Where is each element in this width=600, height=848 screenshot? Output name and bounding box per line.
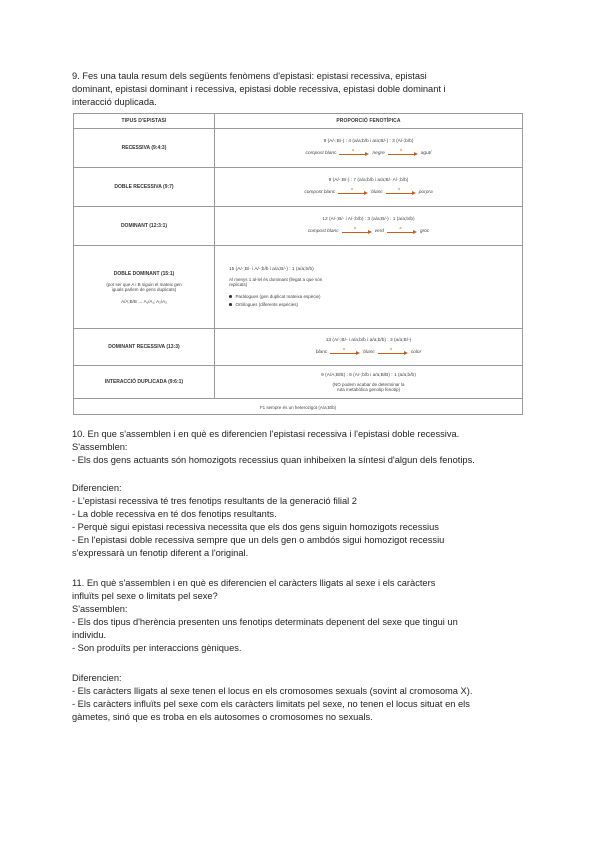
row-ratio: 12 (A/-;B/- i A/-;b/b) : 3 (a/a;B/-) : 1 (a/a;b/b) bbox=[322, 217, 415, 222]
row-label: INTERACCIÓ DUPLICADA (9:6:1) bbox=[104, 379, 184, 385]
row-label: DOMINANT (12:3:1) bbox=[120, 223, 168, 229]
row-label: DOMINANT RECESSIVA (13:3) bbox=[108, 344, 180, 350]
table-row-dominant-recessiva bbox=[74, 329, 522, 366]
arrow-icon: b bbox=[388, 149, 418, 157]
differences-11 bbox=[72, 672, 532, 724]
table-row-interaccio-duplicada bbox=[74, 366, 522, 399]
path-step: agutí bbox=[420, 150, 432, 156]
epistasis-summary-table bbox=[73, 113, 523, 415]
q10-line: 10. En que s'assemblen i en què es diferencien l'epistasi recessiva i l'epistasi doble recessiva. bbox=[72, 429, 460, 439]
bullet-icon bbox=[229, 303, 232, 306]
arrow-icon: a bbox=[339, 149, 369, 157]
header-tipus: TIPUS D'EPISTASI bbox=[121, 118, 167, 124]
path-step: color bbox=[410, 349, 422, 355]
row-ratio: 9 (A/A;B/B) : 6 (A/-;b/b i a/a;B/B) : 1 (a/a;b/b) bbox=[321, 372, 416, 378]
arrow-icon: b bbox=[386, 188, 416, 196]
arrow-icon: a bbox=[338, 188, 368, 196]
row-formula: A/A;B/B → A₁/A₁; A₂/A₂ bbox=[121, 298, 167, 304]
q11-line: - Els dos tipus d'herència presenten uns fenotips determinats depenent del sexe que tingui un bbox=[72, 617, 458, 627]
question-11 bbox=[72, 577, 532, 655]
diff10-line: - La doble recessiva en té dos fenotips resultants. bbox=[72, 509, 277, 519]
row-sub: Al menys 1 al·lel és dominant (llegat a que són bbox=[229, 277, 323, 282]
row-note: (pot ser que A i B siguin el mateix gen bbox=[106, 281, 182, 287]
q10-line: - Els dos gens actuants són homozigots recessius quan inhibeixen la síntesi d'algun dels fenotips. bbox=[72, 455, 475, 465]
q11-line: S'assemblen: bbox=[72, 604, 128, 614]
pathway bbox=[304, 188, 432, 196]
row-ratio: 9 (A/-;B/-) : 7 (a/a;b/b i a/a;B/- A/-;b/b) bbox=[328, 178, 409, 183]
diff10-line: - Perquè sigui epistasi recessiva necessita que els dos gens siguin homozigots recessius bbox=[72, 522, 439, 532]
question-9 bbox=[72, 70, 532, 109]
arrow-icon: a bbox=[387, 227, 417, 235]
bullet-item: Paràlogues (gen duplicat mateixa espècie) bbox=[229, 294, 321, 299]
bullet-item: Ortòlogues (diferents espècies) bbox=[229, 302, 298, 307]
question-10 bbox=[72, 428, 532, 467]
q11-line: 11. En què s'assemblen i en què es diferencien el caràcters lligats al sexe i els caràcters bbox=[72, 578, 436, 588]
table-row-doble-recessiva bbox=[74, 168, 522, 207]
pathway bbox=[308, 227, 430, 235]
path-step: compost blanc bbox=[305, 150, 337, 156]
row-ratio: 15 (A/-;B/- i A/-;b/b i a/a;B/-) : 1 (a/a;b/b) bbox=[229, 267, 314, 272]
path-step: groc bbox=[419, 228, 430, 234]
diff10-line: s'expressarà un fenotip diferent a l'original. bbox=[72, 548, 249, 558]
diff10-line: Diferencien: bbox=[72, 483, 122, 493]
path-step: blanc bbox=[371, 189, 383, 195]
diff11-line: gàmetes, sinó que es troba en els autosomes o cromosomes no sexuals. bbox=[72, 712, 373, 722]
row-ratio: 13 (A/-;B/- i a/a;b/b i a/a;b/b) : 3 (a/a;B/-) bbox=[325, 338, 412, 343]
row-label: RECESSIVA (9:4:3) bbox=[121, 145, 167, 151]
path-step: porpra bbox=[418, 189, 433, 195]
row-sub: (NO podem acabar de determinar la bbox=[332, 381, 405, 387]
diff10-line: - L'epistasi recessiva té tres fenotips resultants de la generació filial 2 bbox=[72, 496, 357, 506]
row-sub: ruta metabòlica genotip fenotip) bbox=[336, 386, 401, 392]
q11-line: individu. bbox=[72, 630, 107, 640]
diff11-line: Diferencien: bbox=[72, 673, 122, 683]
path-step: blanc bbox=[363, 349, 375, 355]
q9-line: 9. Fes una taula resum dels següents fenòmens d'epistasi: epistasi recessiva, epistasi bbox=[72, 71, 427, 81]
table-row-recessiva bbox=[74, 129, 522, 168]
row-sub: replicats) bbox=[229, 282, 248, 287]
q9-line: dominant, epistasi dominant i recessiva, epistasi doble recessiva, epistasi doble dominant i bbox=[72, 84, 446, 94]
path-step: blanc bbox=[315, 349, 328, 355]
row-label: DOBLE DOMINANT (15:1) bbox=[113, 270, 175, 277]
diff11-line: - Els caràcters lligats al sexe tenen el locus en els cromosomes sexuals (sovint al cromosoma X). bbox=[72, 686, 473, 696]
path-step: compost blanc bbox=[304, 189, 336, 195]
row-note: iguals parlem de gens duplicats) bbox=[111, 286, 177, 292]
path-step: negre bbox=[372, 150, 385, 156]
arrow-icon: b bbox=[378, 348, 408, 356]
table-footer bbox=[74, 400, 522, 414]
header-proporcio: PROPORCIÓ FENOTÍPICA bbox=[336, 118, 401, 124]
footer-note: F1 sempre és un heterozigot (A/a;B/b) bbox=[259, 404, 337, 410]
diff10-line: - En l'epistasi doble recessiva sempre que un dels gen o ambdós sigui homozigot recessiu bbox=[72, 535, 445, 545]
table-header-row bbox=[74, 114, 522, 129]
bullet-icon bbox=[229, 295, 232, 298]
q10-line: S'assemblen: bbox=[72, 442, 128, 452]
diff11-line: - Els caràcters influïts pel sexe com els caràcters limitats pel sexe, no tenen el locus situat en els bbox=[72, 699, 470, 709]
table-row-dominant bbox=[74, 207, 522, 246]
q11-line: influïts pel sexe o limitats pel sexe? bbox=[72, 591, 218, 601]
pathway bbox=[306, 149, 432, 157]
differences-10 bbox=[72, 482, 532, 560]
q9-line: interacció duplicada. bbox=[72, 97, 157, 107]
row-ratio: 9 (A/-;B/-) : 4 (a/a;b/b i a/a;B/-) : 3 (A/-;b/b) bbox=[323, 139, 414, 144]
arrow-icon: a bbox=[330, 348, 360, 356]
row-label: DOBLE RECESSIVA (9:7) bbox=[114, 184, 174, 190]
path-step: verd bbox=[374, 228, 384, 234]
path-step: compost blanc bbox=[307, 228, 339, 234]
arrow-icon: b bbox=[342, 227, 372, 235]
q11-line: - Son produïts per interaccions gèniques. bbox=[72, 643, 242, 653]
table-row-doble-dominant bbox=[74, 246, 522, 329]
pathway bbox=[316, 348, 421, 356]
